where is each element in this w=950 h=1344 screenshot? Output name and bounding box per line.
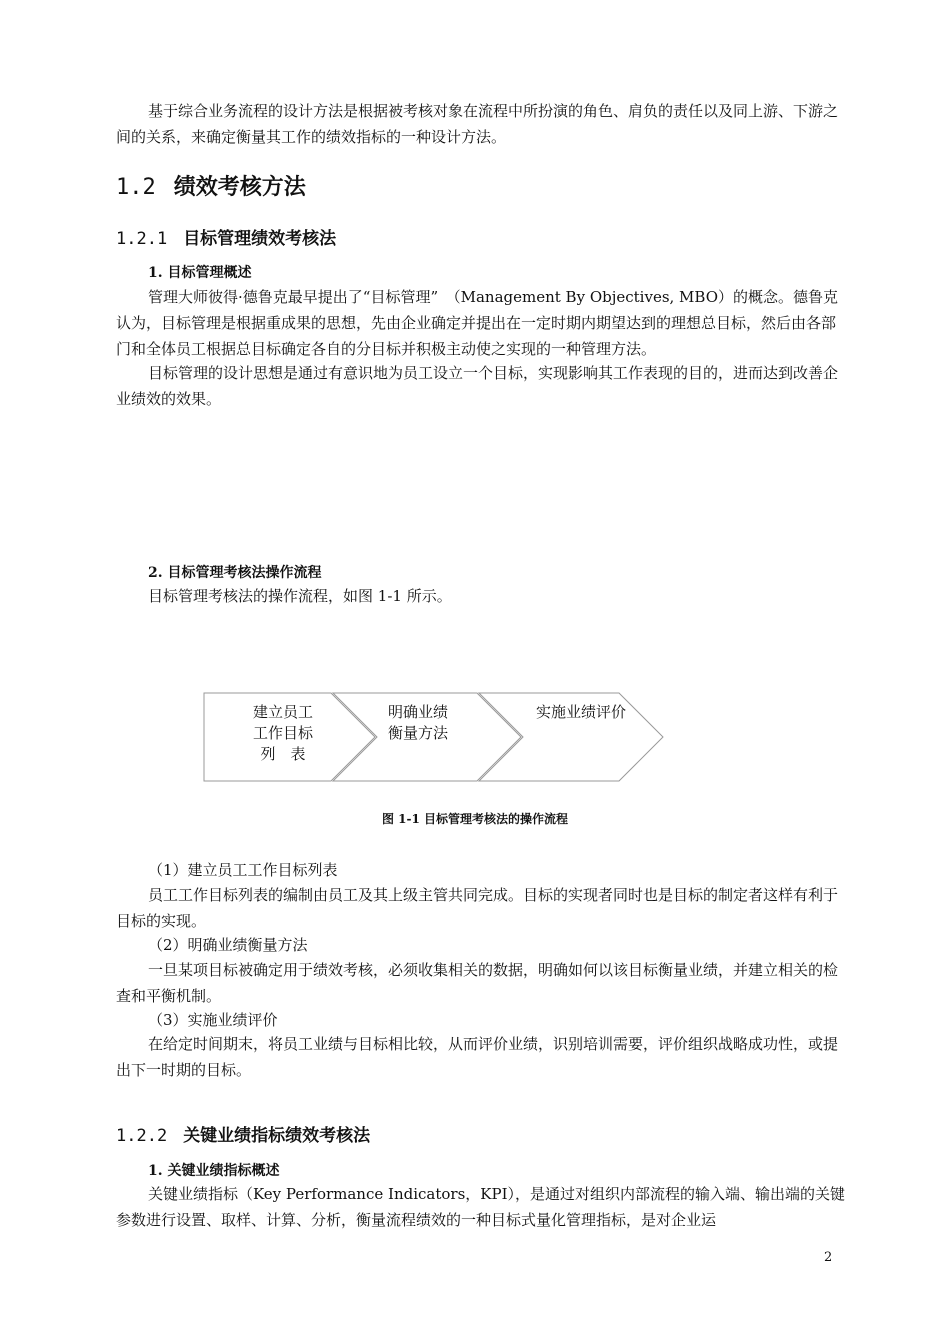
subsection-number: 1.2.1 bbox=[116, 229, 168, 249]
mbo-process-paragraph: 目标管理考核法的操作流程，如图 1-1 所示。 bbox=[148, 587, 452, 605]
step-3-text: 在给定时间期末，将员工业绩与目标相比较，从而评价业绩，识别培训需要，评价组织战略成功性，或提出下一时期的目标。 bbox=[116, 1035, 839, 1079]
mbo-overview-paragraph: 管理大师彼得·德鲁克最早提出了“目标管理” （Management By Objectives, MBO）的概念。德鲁克认为，目标管理是根据重成果的思想，先由企业确定并提出在一定时期内期望达到的理想总目标，然后由各部门和全体员工根据总目标确定各自的分目标并积极主动使之实现的一种管理方法。 bbox=[116, 288, 839, 358]
step-3-title: （3）实施业绩评价 bbox=[148, 1011, 278, 1029]
section-number: 1.2 bbox=[116, 175, 156, 200]
subsection-title: 目标管理绩效考核法 bbox=[183, 229, 337, 249]
subsection-number: 1.2.2 bbox=[116, 1126, 168, 1146]
flow-step-2-label: 明确业绩 衡量方法 bbox=[387, 703, 448, 742]
intro-paragraph: 基于综合业务流程的设计方法是根据被考核对象在流程中所扮演的角色、肩负的责任以及同上游、下游之间的关系，来确定衡量其工作的绩效指标的一种设计方法。 bbox=[116, 102, 839, 146]
kpi-overview-paragraph: 关键业绩指标（Key Performance Indicators，KPI），是通过对组织内部流程的输入端、输出端的关键参数进行设置、取样、计算、分析，衡量流程绩效的一种目标式量化管理指标，是对企业运 bbox=[116, 1185, 845, 1229]
step-2-text: 一旦某项目标被确定用于绩效考核，必须收集相关的数据，明确如何以该目标衡量业绩，并建立相关的检查和平衡机制。 bbox=[116, 961, 839, 1005]
subsection-heading-1-2-1 bbox=[116, 224, 336, 249]
step-2-title: （2）明确业绩衡量方法 bbox=[148, 936, 308, 954]
mbo-overview-heading: 1. 目标管理概述 bbox=[148, 265, 252, 281]
section-title: 绩效考核方法 bbox=[173, 175, 306, 200]
step-1-title: （1）建立员工工作目标列表 bbox=[148, 861, 338, 879]
figure-caption: 图 1-1 目标管理考核法的操作流程 bbox=[381, 812, 569, 826]
flow-step-1-label: 建立员工 工作目标 列 表 bbox=[252, 703, 313, 763]
mbo-design-paragraph: 目标管理的设计思想是通过有意识地为员工设立一个目标，实现影响其工作表现的目的，进而达到改善企业绩效的效果。 bbox=[116, 364, 839, 408]
page-number: 2 bbox=[824, 1250, 833, 1265]
mbo-process-heading: 2. 目标管理考核法操作流程 bbox=[148, 565, 322, 581]
subsection-heading-1-2-2 bbox=[116, 1121, 370, 1146]
flow-step-3-label: 实施业绩评价 bbox=[535, 703, 626, 721]
subsection-title: 关键业绩指标绩效考核法 bbox=[183, 1126, 371, 1146]
kpi-overview-heading: 1. 关键业绩指标概述 bbox=[148, 1163, 280, 1179]
step-1-text: 员工工作目标列表的编制由员工及其上级主管共同完成。目标的实现者同时也是目标的制定者这样有利于目标的实现。 bbox=[116, 886, 839, 930]
section-heading-1-2 bbox=[116, 170, 306, 201]
